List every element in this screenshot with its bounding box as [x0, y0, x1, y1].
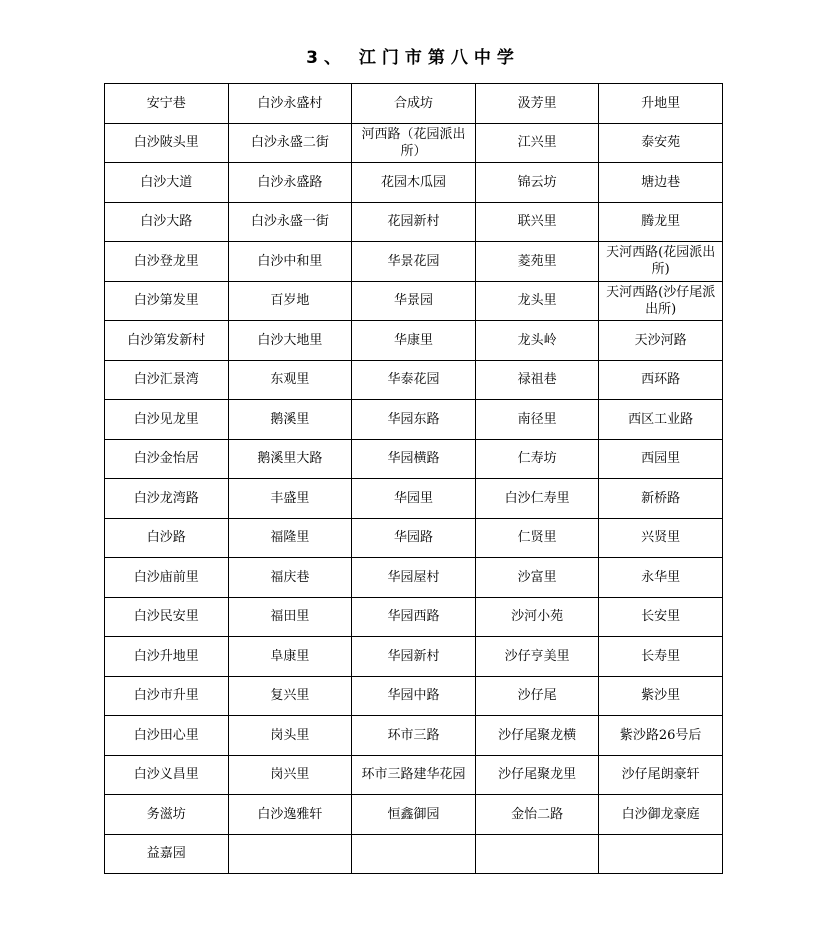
- table-cell: 白沙民安里: [105, 597, 229, 637]
- table-cell: 白沙大路: [105, 202, 229, 242]
- table-cell: [475, 834, 599, 874]
- table-cell: 塘边巷: [599, 163, 723, 203]
- table-cell: 白沙大道: [105, 163, 229, 203]
- table-row: [105, 439, 723, 479]
- table-cell: 福庆巷: [228, 558, 352, 598]
- table-cell: 河西路（花园派出所）: [352, 123, 476, 163]
- table-cell: 华泰花园: [352, 360, 476, 400]
- table-cell: 白沙御龙豪庭: [599, 795, 723, 835]
- table-row: [105, 321, 723, 361]
- table-cell: 白沙永盛路: [228, 163, 352, 203]
- table-cell: 仁寿坊: [475, 439, 599, 479]
- table-cell: 复兴里: [228, 676, 352, 716]
- table-row: [105, 795, 723, 835]
- table-cell: 白沙第发新村: [105, 321, 229, 361]
- table-cell: 益嘉园: [105, 834, 229, 874]
- table-row: [105, 202, 723, 242]
- table-cell: 沙富里: [475, 558, 599, 598]
- table-cell: 环市三路建华花园: [352, 755, 476, 795]
- table-cell: 联兴里: [475, 202, 599, 242]
- table-cell: 白沙金怡居: [105, 439, 229, 479]
- table-cell: 安宁巷: [105, 84, 229, 124]
- table-row: [105, 518, 723, 558]
- table-cell: 白沙庙前里: [105, 558, 229, 598]
- table-cell: 锦云坊: [475, 163, 599, 203]
- table-cell: 白沙汇景湾: [105, 360, 229, 400]
- table-cell: 白沙龙湾路: [105, 479, 229, 519]
- table-cell: 阜康里: [228, 637, 352, 677]
- table-cell: 合成坊: [352, 84, 476, 124]
- table-cell: 新桥路: [599, 479, 723, 519]
- table-cell: 白沙仁寿里: [475, 479, 599, 519]
- table-cell: 腾龙里: [599, 202, 723, 242]
- table-row: [105, 123, 723, 163]
- table-cell: 花园新村: [352, 202, 476, 242]
- table-cell: 沙仔尾聚龙横: [475, 716, 599, 756]
- table-cell: 岗兴里: [228, 755, 352, 795]
- table-cell: 沙仔尾: [475, 676, 599, 716]
- table-row: [105, 242, 723, 282]
- table-cell: 华园新村: [352, 637, 476, 677]
- table-row: [105, 281, 723, 321]
- table-cell: 兴贤里: [599, 518, 723, 558]
- table-cell: 白沙见龙里: [105, 400, 229, 440]
- table-cell: 升地里: [599, 84, 723, 124]
- table-cell: 菱苑里: [475, 242, 599, 282]
- table-cell: 沙河小苑: [475, 597, 599, 637]
- table-cell: 西区工业路: [599, 400, 723, 440]
- street-table-body: [105, 84, 723, 874]
- table-cell: 南径里: [475, 400, 599, 440]
- table-cell: 西环路: [599, 360, 723, 400]
- table-cell: 西园里: [599, 439, 723, 479]
- table-row: [105, 716, 723, 756]
- table-cell: 鹅溪里大路: [228, 439, 352, 479]
- page-title: 3、 江门市第八中学: [306, 48, 520, 68]
- table-row: [105, 637, 723, 677]
- table-cell: 白沙永盛二街: [228, 123, 352, 163]
- table-cell: 华园东路: [352, 400, 476, 440]
- table-row: [105, 676, 723, 716]
- table-row: [105, 400, 723, 440]
- table-cell: 岗头里: [228, 716, 352, 756]
- table-cell: 长安里: [599, 597, 723, 637]
- table-cell: 龙头里: [475, 281, 599, 321]
- table-cell: 白沙大地里: [228, 321, 352, 361]
- table-cell: 恒鑫御园: [352, 795, 476, 835]
- table-cell: 华景园: [352, 281, 476, 321]
- table-row: [105, 479, 723, 519]
- table-cell: 白沙第发里: [105, 281, 229, 321]
- table-row: [105, 360, 723, 400]
- table-row: [105, 834, 723, 874]
- table-cell: 环市三路: [352, 716, 476, 756]
- table-cell: 仁贤里: [475, 518, 599, 558]
- table-cell: 华园屋村: [352, 558, 476, 598]
- table-cell: 永华里: [599, 558, 723, 598]
- table-cell: 鹅溪里: [228, 400, 352, 440]
- table-cell: 白沙义昌里: [105, 755, 229, 795]
- table-cell: 华园路: [352, 518, 476, 558]
- table-cell: [228, 834, 352, 874]
- table-row: [105, 163, 723, 203]
- table-cell: 禄祖巷: [475, 360, 599, 400]
- table-cell: 丰盛里: [228, 479, 352, 519]
- table-cell: 白沙市升里: [105, 676, 229, 716]
- table-cell: 华园横路: [352, 439, 476, 479]
- table-cell: [352, 834, 476, 874]
- table-row: [105, 755, 723, 795]
- table-cell: 龙头岭: [475, 321, 599, 361]
- table-cell: 紫沙里: [599, 676, 723, 716]
- table-cell: 江兴里: [475, 123, 599, 163]
- table-cell: 金怡二路: [475, 795, 599, 835]
- table-cell: 沙仔尾朗豪轩: [599, 755, 723, 795]
- table-cell: 白沙路: [105, 518, 229, 558]
- table-cell: 白沙逸雅轩: [228, 795, 352, 835]
- table-cell: 天河西路(沙仔尾派出所): [599, 281, 723, 321]
- street-table: [104, 83, 723, 874]
- table-cell: 花园木瓜园: [352, 163, 476, 203]
- table-cell: 天河西路(花园派出所): [599, 242, 723, 282]
- table-cell: 白沙陂头里: [105, 123, 229, 163]
- table-cell: 白沙中和里: [228, 242, 352, 282]
- table-cell: 白沙永盛村: [228, 84, 352, 124]
- table-cell: 百岁地: [228, 281, 352, 321]
- table-cell: [599, 834, 723, 874]
- table-cell: 天沙河路: [599, 321, 723, 361]
- table-cell: 华园西路: [352, 597, 476, 637]
- table-cell: 华园中路: [352, 676, 476, 716]
- table-cell: 沙仔尾聚龙里: [475, 755, 599, 795]
- table-row: [105, 558, 723, 598]
- table-row: [105, 84, 723, 124]
- table-cell: 华园里: [352, 479, 476, 519]
- table-cell: 紫沙路26号后: [599, 716, 723, 756]
- table-cell: 汲芳里: [475, 84, 599, 124]
- table-row: [105, 597, 723, 637]
- table-cell: 华景花园: [352, 242, 476, 282]
- table-cell: 务滋坊: [105, 795, 229, 835]
- table-cell: 华康里: [352, 321, 476, 361]
- table-cell: 白沙升地里: [105, 637, 229, 677]
- table-cell: 沙仔亨美里: [475, 637, 599, 677]
- table-cell: 白沙永盛一街: [228, 202, 352, 242]
- table-cell: 长寿里: [599, 637, 723, 677]
- table-cell: 福隆里: [228, 518, 352, 558]
- table-cell: 福田里: [228, 597, 352, 637]
- table-cell: 白沙登龙里: [105, 242, 229, 282]
- table-cell: 东观里: [228, 360, 352, 400]
- table-cell: 白沙田心里: [105, 716, 229, 756]
- table-cell: 泰安苑: [599, 123, 723, 163]
